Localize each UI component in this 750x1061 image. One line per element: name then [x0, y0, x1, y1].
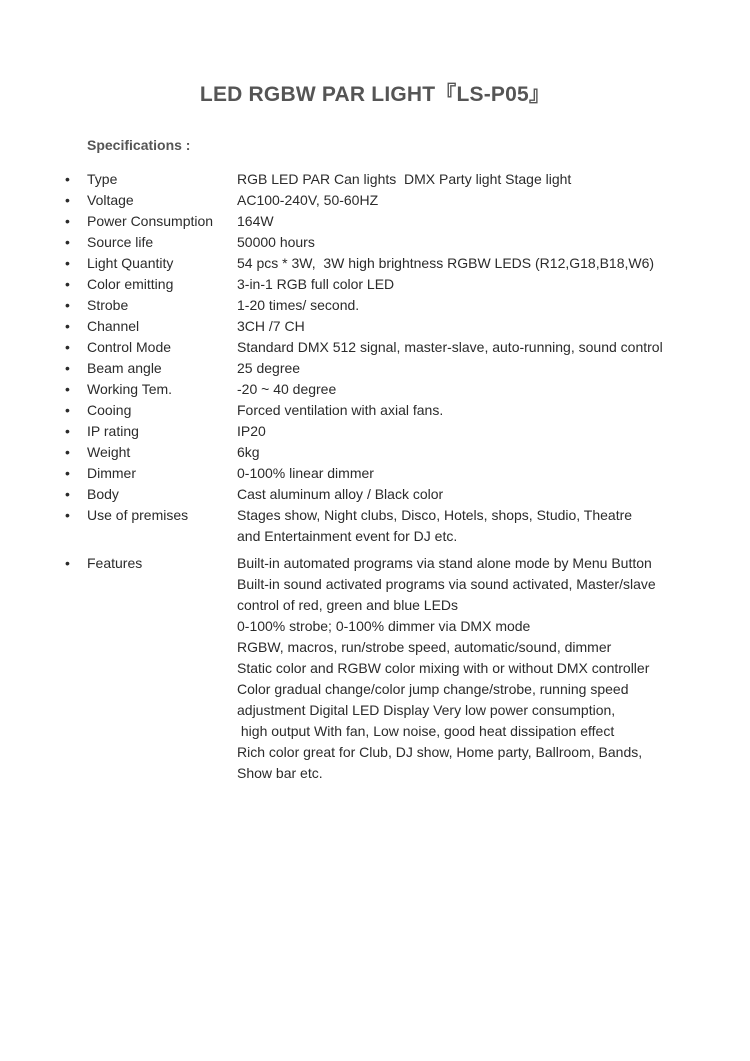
- spec-value-line: 25 degree: [237, 360, 301, 376]
- spec-value-line: Color gradual change/color jump change/strobe, running speed: [237, 681, 629, 697]
- bullet-icon: •: [65, 507, 70, 523]
- spec-label: Use of premises: [87, 507, 189, 523]
- spec-value-line: 0-100% strobe; 0-100% dimmer via DMX mode: [237, 618, 531, 634]
- spec-value: [237, 190, 707, 211]
- spec-row: [0, 169, 750, 190]
- spec-value: [237, 232, 707, 253]
- spec-value: [237, 253, 707, 274]
- spec-value-line: 1-20 times/ second.: [237, 297, 360, 313]
- spec-value: [237, 316, 707, 337]
- spec-value-line: Stages show, Night clubs, Disco, Hotels, shops, Studio, Theatre: [237, 507, 633, 523]
- spec-value: [237, 211, 707, 232]
- bullet-icon: •: [65, 423, 70, 439]
- spec-row: [0, 295, 750, 316]
- spec-label: Voltage: [87, 192, 134, 208]
- spec-label: Weight: [87, 444, 131, 460]
- bullet-icon: •: [65, 276, 70, 292]
- spec-value: [237, 358, 707, 379]
- spec-value: [237, 505, 707, 547]
- spec-row: [0, 316, 750, 337]
- spec-row: [0, 358, 750, 379]
- spec-row: [0, 274, 750, 295]
- spec-value: [237, 169, 707, 190]
- spec-label: IP rating: [87, 423, 139, 439]
- bullet-icon: •: [65, 444, 70, 460]
- spec-value-line: Standard DMX 512 signal, master-slave, auto-running, sound control: [237, 339, 663, 355]
- spec-label: Beam angle: [87, 360, 162, 376]
- spec-row: [0, 337, 750, 358]
- spec-row: [0, 253, 750, 274]
- bullet-icon: •: [65, 318, 70, 334]
- spec-label: Body: [87, 486, 119, 502]
- spec-value-line: and Entertainment event for DJ etc.: [237, 528, 458, 544]
- spec-value: [237, 553, 707, 784]
- spec-label: Control Mode: [87, 339, 172, 355]
- spec-value-line: Forced ventilation with axial fans.: [237, 402, 444, 418]
- spec-value-line: 54 pcs * 3W, 3W high brightness RGBW LEDS (R12,G18,B18,W6): [237, 255, 655, 271]
- spec-value-line: RGB LED PAR Can lights DMX Party light Stage light: [237, 171, 572, 187]
- spec-value-line: Rich color great for Club, DJ show, Home party, Ballroom, Bands,: [237, 744, 643, 760]
- spec-value: [237, 484, 707, 505]
- bullet-icon: •: [65, 339, 70, 355]
- spec-value-line: 0-100% linear dimmer: [237, 465, 374, 481]
- spec-label: Color emitting: [87, 276, 174, 292]
- spec-row: [0, 400, 750, 421]
- spec-row: [0, 484, 750, 505]
- spec-value: [237, 274, 707, 295]
- spec-row: [0, 190, 750, 211]
- spec-value: [237, 421, 707, 442]
- specifications-list: [0, 169, 750, 784]
- spec-value-line: IP20: [237, 423, 266, 439]
- bullet-icon: •: [65, 171, 70, 187]
- specifications-heading: Specifications :: [87, 137, 191, 153]
- spec-value-line: control of red, green and blue LEDs: [237, 597, 459, 613]
- spec-value-line: 50000 hours: [237, 234, 315, 250]
- spec-value-line: 6kg: [237, 444, 260, 460]
- spec-label: Cooing: [87, 402, 132, 418]
- spec-label: Channel: [87, 318, 140, 334]
- spec-row: [0, 421, 750, 442]
- spec-label: Dimmer: [87, 465, 136, 481]
- spec-value-line: Built-in sound activated programs via sound activated, Master/slave: [237, 576, 656, 592]
- spec-label: Type: [87, 171, 118, 187]
- spec-value-line: -20 ~ 40 degree: [237, 381, 337, 397]
- spec-value: [237, 442, 707, 463]
- bullet-icon: •: [65, 297, 70, 313]
- bullet-icon: •: [65, 555, 70, 571]
- spec-value-line: AC100-240V, 50-60HZ: [237, 192, 379, 208]
- spec-value-line: Built-in automated programs via stand alone mode by Menu Button: [237, 555, 652, 571]
- spec-value: [237, 400, 707, 421]
- bullet-icon: •: [65, 234, 70, 250]
- spec-value: [237, 295, 707, 316]
- spec-value: [237, 379, 707, 400]
- spec-value-line: 3-in-1 RGB full color LED: [237, 276, 395, 292]
- spec-row: [0, 211, 750, 232]
- bullet-icon: •: [65, 381, 70, 397]
- spec-label: Features: [87, 555, 143, 571]
- spec-label: Light Quantity: [87, 255, 174, 271]
- spec-label: Working Tem.: [87, 381, 173, 397]
- spec-value-line: 3CH /7 CH: [237, 318, 305, 334]
- bullet-icon: •: [65, 486, 70, 502]
- spec-row: [0, 463, 750, 484]
- spec-value-line: Cast aluminum alloy / Black color: [237, 486, 444, 502]
- bullet-icon: •: [65, 465, 70, 481]
- bullet-icon: •: [65, 192, 70, 208]
- spec-value: [237, 463, 707, 484]
- spec-row: [0, 553, 750, 784]
- spec-label: Strobe: [87, 297, 129, 313]
- document-title: LED RGBW PAR LIGHT『LS-P05』: [199, 83, 551, 106]
- bullet-icon: •: [65, 402, 70, 418]
- bullet-icon: •: [65, 213, 70, 229]
- spec-row: [0, 379, 750, 400]
- spec-row: [0, 505, 750, 547]
- spec-label: Source life: [87, 234, 154, 250]
- spec-value-line: adjustment Digital LED Display Very low power consumption,: [237, 702, 616, 718]
- spec-value-line: Show bar etc.: [237, 765, 323, 781]
- spec-value-line: Static color and RGBW color mixing with or without DMX controller: [237, 660, 650, 676]
- spec-row: [0, 232, 750, 253]
- bullet-icon: •: [65, 255, 70, 271]
- bullet-icon: •: [65, 360, 70, 376]
- spec-value-line: 164W: [237, 213, 274, 229]
- spec-value: [237, 337, 707, 358]
- spec-label: Power Consumption: [87, 213, 214, 229]
- spec-row: [0, 442, 750, 463]
- spec-value-line: high output With fan, Low noise, good heat dissipation effect: [237, 723, 615, 739]
- spec-value-line: RGBW, macros, run/strobe speed, automatic/sound, dimmer: [237, 639, 612, 655]
